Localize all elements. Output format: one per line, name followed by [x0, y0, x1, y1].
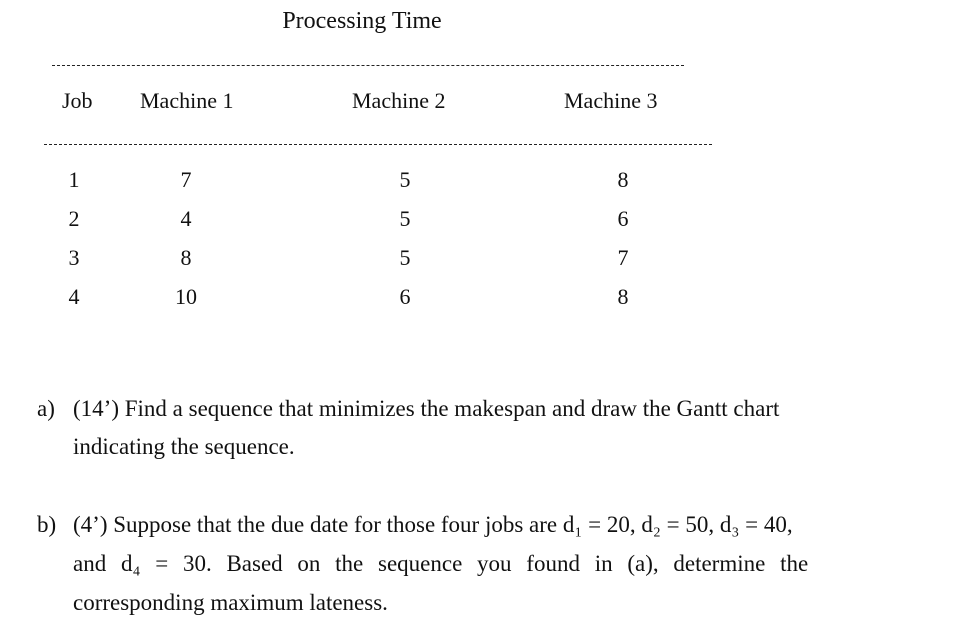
table-row-3-m1: 8: [180, 245, 192, 270]
question-b-line-2: and d₄ = 30. Based on the sequence you found in (a), determine the: [73, 551, 809, 576]
table-row-4-m2: 6: [399, 284, 411, 309]
table-row-2-m2: 5: [399, 206, 411, 231]
table-row-2-m1: 4: [180, 206, 192, 231]
table-row-3-m2: 5: [399, 245, 411, 270]
table-row-2-job: 2: [68, 206, 80, 231]
question-a-line-2: indicating the sequence.: [73, 434, 295, 459]
table-row-1-m2: 5: [399, 167, 411, 192]
table-row-3-m3: 7: [617, 245, 629, 270]
table-row-2-m3: 6: [617, 206, 629, 231]
question-b-line-1: (4’) Suppose that the due date for those four jobs are d₁ = 20, d₂ = 50, d₃ = 40,: [73, 512, 793, 537]
header-machine-1: Machine 1: [140, 88, 234, 113]
top-dashed-rule: [52, 65, 684, 66]
table-row-1-m3: 8: [617, 167, 629, 192]
question-b-label: b): [37, 512, 57, 537]
table-row-4-job: 4: [68, 284, 80, 309]
header-job: Job: [62, 88, 93, 113]
table-row-4-m1: 10: [175, 284, 197, 309]
question-a-label: a): [37, 396, 55, 421]
header-machine-3: Machine 3: [564, 88, 658, 113]
table-row-4-m3: 8: [617, 284, 629, 309]
question-a: [37, 390, 917, 470]
table-row-1-job: 1: [68, 167, 80, 192]
header-machine-2: Machine 2: [352, 88, 446, 113]
table-title: Processing Time: [282, 8, 442, 34]
question-b-line-3: corresponding maximum lateness.: [73, 590, 388, 615]
table-row-3-job: 3: [68, 245, 80, 270]
header-dashed-rule: [44, 144, 712, 145]
question-b: [37, 506, 917, 626]
table-row-1-m1: 7: [180, 167, 192, 192]
question-a-line-1: (14’) Find a sequence that minimizes the makespan and draw the Gantt chart: [73, 396, 780, 421]
